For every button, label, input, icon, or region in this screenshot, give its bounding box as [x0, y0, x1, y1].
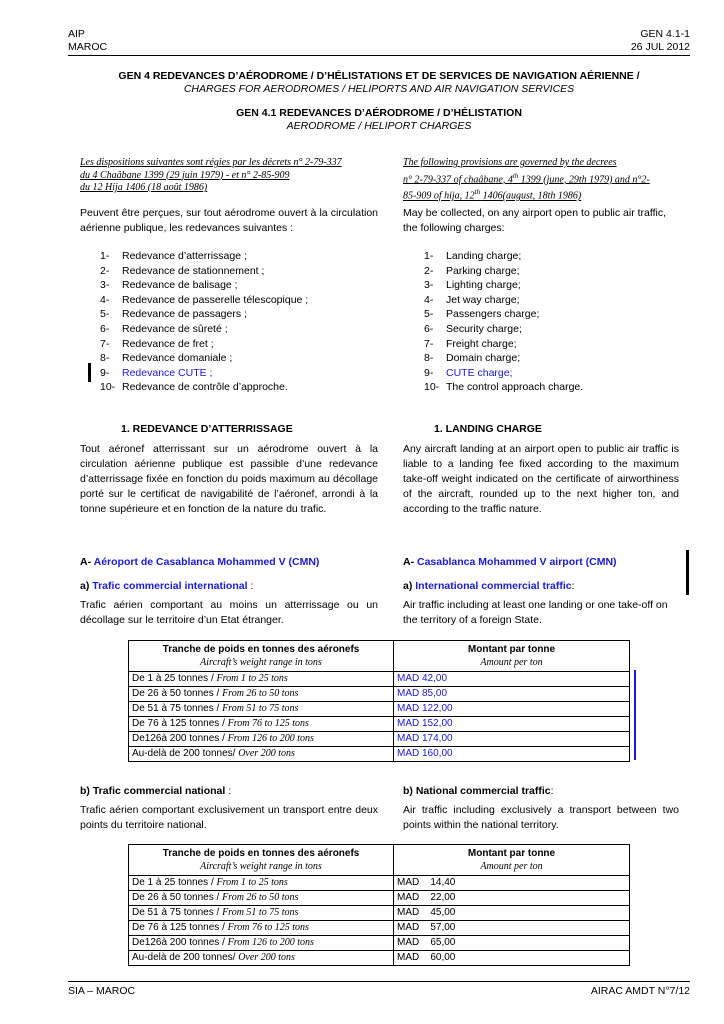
intl-heading-en: a) International commercial traffic: — [403, 580, 575, 592]
list-item: 8- Domain charge; — [424, 352, 521, 365]
natl-fee-table — [128, 844, 630, 966]
change-bar-airport — [686, 550, 689, 595]
list-item: 4- Jet way charge; — [424, 293, 520, 306]
table-row: De 26 à 50 tonnes / From 26 to 50 tons MAD 22,00 — [129, 891, 630, 906]
decree-fr-line1: Les dispositions suivantes sont régies par les décrets n° 2-79-337 — [80, 157, 342, 168]
charges-list-fr — [100, 249, 308, 395]
decree-en — [403, 157, 679, 203]
decree-en-line2-b: 1399 (june, 29th 1979) and n°2- — [518, 173, 650, 185]
intl-text-en: Air traffic including at least one landing or one take-off on the territory of a foreign State. — [403, 599, 668, 626]
header-right — [631, 28, 690, 54]
decree-en-line3-a: 85-909 of hija, 12 — [403, 190, 475, 202]
table-row: De 1 à 25 tonnes / From 1 to 25 tons MAD 42,00 — [129, 672, 630, 687]
natl-text-fr: Trafic aérien comportant exclusivement un transport entre deux points du territoire national. — [80, 804, 378, 831]
table-row: Au-delà de 200 tonnes/ Over 200 tons MAD 160,00 — [129, 747, 630, 762]
list-item-amended: 9- Redevance CUTE ; — [100, 366, 213, 379]
header-aip: AIP — [68, 28, 85, 40]
section1-text-en: Any aircraft landing at an airport open to public air traffic is liable to a landing fee fixed according to the maximum take-off weight indicated on the certificate of airworthiness of the aircraft, rounded up to the next higher ton, and according to the traffic nature. — [403, 443, 679, 515]
lead-en: May be collected, on any airport open to public air traffic, the following charges: — [403, 207, 667, 234]
decree-en-line3 — [403, 186, 679, 203]
list-item: 5- Passengers charge; — [424, 308, 540, 321]
section1-heading-fr: 1. REDEVANCE D’ATTERRISSAGE — [121, 423, 293, 435]
list-item: 10- Redevance de contrôle d’approche. — [100, 381, 288, 394]
intl-fee-table — [128, 640, 630, 762]
footer-right: AIRAC AMDT N°7/12 — [590, 985, 690, 997]
list-item: 7- Freight charge; — [424, 337, 517, 350]
section1-heading-en: 1. LANDING CHARGE — [434, 423, 542, 435]
natl-heading-en: b) National commercial traffic: — [403, 785, 554, 797]
table-header-weight: Tranche de poids en tonnes des aéronefs Aircraft’s weight range in tons — [129, 845, 394, 876]
decree-en-line3-sup: th — [474, 188, 481, 197]
footer-left: SIA – MAROC — [68, 985, 136, 997]
list-item: 3- Lighting charge; — [424, 279, 521, 292]
table-header-amount: Montant par tonne Amount per ton — [394, 845, 630, 876]
list-item: 6- Security charge; — [424, 322, 522, 335]
list-item: 1- Landing charge; — [424, 250, 522, 262]
table-header-amount: Montant par tonne Amount per ton — [394, 641, 630, 672]
table-row: De126à 200 tonnes / From 126 to 200 tons MAD 174,00 — [129, 732, 630, 747]
decree-fr — [80, 157, 378, 195]
table-row: De126à 200 tonnes / From 126 to 200 tons MAD 65,00 — [129, 936, 630, 951]
list-item: 2- Parking charge; — [424, 264, 520, 277]
list-item: 2- Redevance de stationnement ; — [100, 264, 265, 277]
decree-en-line2-a: n° 2-79-337 of chaâbane, 4 — [403, 173, 513, 185]
header-country: MAROC — [68, 41, 108, 53]
list-item: 5- Redevance de passagers ; — [100, 308, 247, 321]
table-row: Au-delà de 200 tonnes/ Over 200 tons MAD 60,00 — [129, 951, 630, 966]
title-sub-fr: GEN 4.1 REDEVANCES D’AÉRODROME / D’HÉLISTATION — [236, 107, 522, 119]
header-page-ref: GEN 4.1-1 — [640, 28, 690, 40]
header-rule — [68, 55, 690, 56]
airport-heading-en: A- Casablanca Mohammed V airport (CMN) — [403, 556, 617, 568]
decree-fr-line3: du 12 Hija 1406 (18 août 1986) — [80, 182, 208, 193]
natl-text-en: Air traffic including exclusively a transport between two points within the national territory. — [403, 804, 679, 831]
intl-heading-fr: a) Trafic commercial international : — [80, 580, 254, 592]
table-header-weight: Tranche de poids en tonnes des aéronefs Aircraft’s weight range in tons — [129, 641, 394, 672]
table-row: De 26 à 50 tonnes / From 26 to 50 tons MAD 85,00 — [129, 687, 630, 702]
footer-rule — [68, 981, 690, 982]
title-sub-en: AERODROME / HELIPORT CHARGES — [286, 120, 472, 132]
section1-text-fr: Tout aéronef atterrissant sur un aérodrome ouvert à la circulation aérienne publique est passible d’une redevance d’atterrissage fixée en fonction du poids maximum au décollage porté sur le certificat de navigabilité de l’aéronef, arrondi à la tonne supérieure et en fonction de la nature du trafic. — [80, 443, 378, 515]
table-row: De 51 à 75 tonnes / From 51 to 75 tons MAD 122,00 — [129, 702, 630, 717]
decree-fr-line2: du 4 Chaâbane 1399 (29 juin 1979) - et n° 2-85-909 — [80, 169, 290, 181]
change-bar-list — [88, 363, 91, 382]
lead-fr: Peuvent être perçues, sur tout aérodrome ouvert à la circulation aérienne publique, les redevances suivantes : — [80, 207, 378, 234]
table-row: De 76 à 125 tonnes / From 76 to 125 tons MAD 57,00 — [129, 921, 630, 936]
header-left — [68, 28, 107, 54]
decree-en-line2-sup: th — [512, 171, 519, 180]
list-item-amended: 9- CUTE charge; — [424, 366, 513, 379]
list-item: 7- Redevance de fret ; — [100, 337, 214, 350]
table-row: De 76 à 125 tonnes / From 76 to 125 tons MAD 152,00 — [129, 717, 630, 732]
charges-list-en — [424, 249, 583, 395]
list-item: 4- Redevance de passerelle télescopique ; — [100, 293, 309, 306]
natl-heading-fr: b) Trafic commercial national : — [80, 785, 232, 797]
table-header-row — [129, 845, 630, 876]
decree-en-line2 — [403, 170, 679, 187]
list-item: 6- Redevance de sûreté ; — [100, 322, 228, 335]
list-item: 8- Redevance domaniale ; — [100, 352, 233, 365]
title-main-en: CHARGES FOR AERODROMES / HELIPORTS AND AIR NAVIGATION SERVICES — [183, 83, 575, 95]
decree-en-line3-b: 1406(august, 18th 1986) — [480, 190, 582, 202]
header-date: 26 JUL 2012 — [630, 41, 690, 53]
list-item: 3- Redevance de balisage ; — [100, 279, 238, 292]
list-item: 10- The control approach charge. — [424, 381, 584, 394]
decree-en-line1: The following provisions are governed by the decrees — [403, 157, 617, 168]
table-row: De 51 à 75 tonnes / From 51 to 75 tons MAD 45,00 — [129, 906, 630, 921]
airport-heading-fr: A- Aéroport de Casablanca Mohammed V (CMN) — [80, 556, 320, 568]
table-row: De 1 à 25 tonnes / From 1 to 25 tons MAD 14,40 — [129, 876, 630, 891]
title-main-fr: GEN 4 REDEVANCES D’AÉRODROME / D’HÉLISTATIONS ET DE SERVICES DE NAVIGATION AÉRIENNE / — [118, 70, 640, 82]
intl-text-fr: Trafic aérien comportant au moins un atterrissage ou un décollage sur le territoire d’un Etat étranger. — [80, 599, 378, 626]
table-header-row — [129, 641, 630, 672]
change-bar-table — [634, 670, 636, 760]
list-item: 1- Redevance d’atterrissage ; — [100, 250, 247, 262]
